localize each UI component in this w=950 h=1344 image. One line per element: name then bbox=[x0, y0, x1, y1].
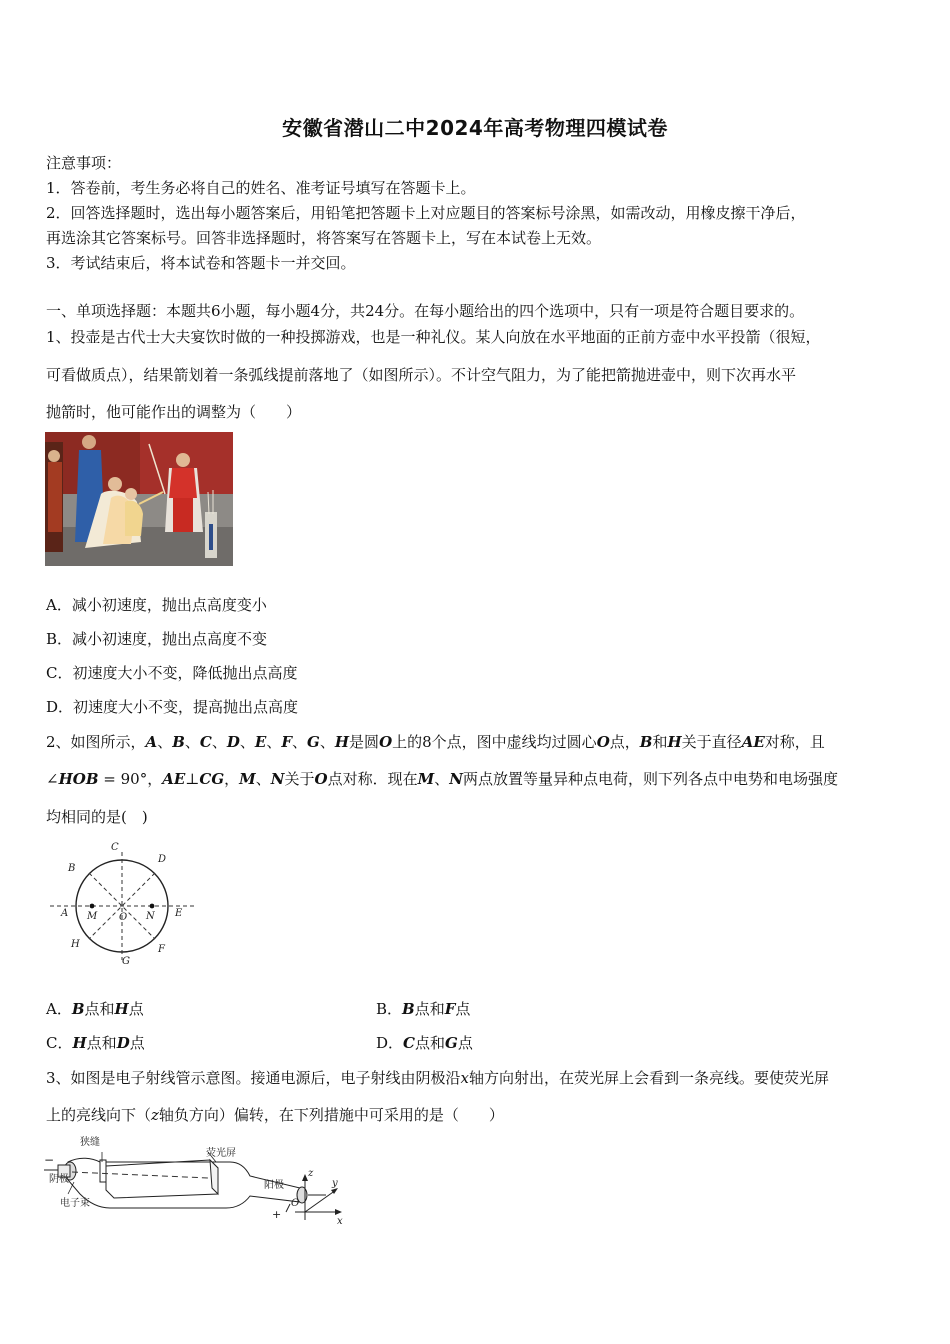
label-slit: 狭缝 bbox=[80, 1137, 100, 1148]
label-f: F bbox=[158, 944, 165, 955]
q2-option-d bbox=[376, 1032, 473, 1053]
opt-point: H bbox=[72, 1034, 87, 1052]
label-c: C bbox=[111, 842, 119, 853]
opt-text: 点和 bbox=[414, 1034, 445, 1052]
label-anode: 阳极 bbox=[264, 1180, 284, 1191]
label-n: N bbox=[146, 911, 155, 922]
q2-l1-text: 点， bbox=[609, 733, 640, 751]
sep: 、 bbox=[157, 733, 173, 751]
q2-l2-text: 两点放置等量异种点电荷，则下列各点中电势和电场强度 bbox=[462, 770, 838, 788]
point-a: A bbox=[145, 733, 158, 751]
point-n: N bbox=[270, 770, 285, 788]
q2-line-3: 均相同的是( ) bbox=[46, 808, 148, 826]
angle-symbol: ∠ bbox=[46, 770, 59, 788]
point-c: C bbox=[199, 733, 212, 751]
label-axis-z: z bbox=[308, 1168, 314, 1179]
q3-line-2 bbox=[46, 1104, 504, 1125]
q3-l2-text: 轴负方向）偏转，在下列措施中可采用的是（ ） bbox=[158, 1106, 504, 1124]
touhu-scene-illustration bbox=[45, 432, 233, 566]
label-d: D bbox=[158, 854, 167, 865]
label-plus: + bbox=[272, 1208, 282, 1221]
q3-l1-text: 轴方向射出，在荧光屏上会看到一条亮线。要使荧光屏 bbox=[469, 1069, 830, 1087]
opt-point: G bbox=[445, 1034, 458, 1052]
q1-line-3: 抛箭时，他可能作出的调整为（ ） bbox=[46, 403, 302, 421]
opt-letter: B． bbox=[376, 1000, 403, 1018]
label-g: G bbox=[122, 956, 130, 967]
notice-item-2: 2．回答选择题时，选出每小题答案后，用铅笔把答题卡上对应题目的答案标号涂黑，如需改动，用橡皮擦干净后， bbox=[46, 204, 806, 222]
page-title: 安徽省潜山二中2024年高考物理四模试卷 bbox=[282, 116, 668, 140]
q2-l1-text: 对称，且 bbox=[764, 733, 825, 751]
q3-l1-text: 3、如图是电子射线管示意图。接通电源后，电子射线由阴极沿 bbox=[46, 1069, 461, 1087]
axis-x: x bbox=[460, 1069, 470, 1087]
opt-letter: C． bbox=[46, 1034, 73, 1052]
opt-point: D bbox=[116, 1034, 130, 1052]
point-b: B bbox=[172, 733, 185, 751]
label-screen: 荧光屏 bbox=[206, 1148, 236, 1159]
label-m: M bbox=[87, 911, 98, 922]
opt-text: 点 bbox=[128, 1000, 144, 1018]
q2-line-2 bbox=[46, 768, 838, 789]
label-a: A bbox=[61, 908, 69, 919]
sep: 、 bbox=[266, 733, 282, 751]
opt-letter: D． bbox=[376, 1034, 404, 1052]
opt-point: B bbox=[71, 1000, 85, 1018]
q2-l2-text: 关于 bbox=[284, 770, 315, 788]
label-beam: 电子束 bbox=[60, 1198, 90, 1209]
opt-point: H bbox=[114, 1000, 129, 1018]
point-m: M bbox=[239, 770, 256, 788]
sep: 、 bbox=[434, 770, 450, 788]
q2-l1-text: 关于直径 bbox=[681, 733, 742, 751]
label-b: B bbox=[68, 863, 76, 874]
point-n: N bbox=[449, 770, 463, 788]
label-minus: − bbox=[44, 1153, 55, 1167]
notice-item-2-cont: 再选涂其它答案标号。回答非选择题时，将答案写在答题卡上，写在本试卷上无效。 bbox=[46, 229, 602, 247]
sep: 、 bbox=[239, 733, 255, 751]
point-o: O bbox=[314, 770, 328, 788]
diameter-ae: AE bbox=[741, 733, 765, 751]
opt-letter: A． bbox=[46, 1000, 72, 1018]
sep: 、 bbox=[255, 770, 271, 788]
circle-diagram bbox=[46, 838, 206, 968]
label-e: E bbox=[175, 908, 183, 919]
q1-line-1: 1、投壶是古代士大夫宴饮时做的一种投掷游戏，也是一种礼仪。某人向放在水平地面的正前方壶中水平投箭（很短， bbox=[46, 328, 821, 346]
opt-text: 点 bbox=[455, 1000, 471, 1018]
section-heading: 一、单项选择题：本题共6小题，每小题4分，共24分。在每小题给出的四个选项中，只有一项是符合题目要求的。 bbox=[46, 302, 805, 320]
q2-l1-text: 2、如图所示， bbox=[46, 733, 146, 751]
notice-item-1: 1．答卷前，考生务必将自己的姓名、准考证号填写在答题卡上。 bbox=[46, 179, 476, 197]
label-axis-x: x bbox=[337, 1216, 343, 1227]
point-h: H bbox=[667, 733, 682, 751]
q3-line-1 bbox=[46, 1067, 829, 1088]
q2-l1-text: 上的8个点，图中虚线均过圆心 bbox=[392, 733, 597, 751]
q2-l2-text: = 90°， bbox=[98, 770, 163, 788]
point-o: O bbox=[379, 733, 393, 751]
notice-item-3: 3．考试结束后，将本试卷和答题卡一并交回。 bbox=[46, 254, 356, 272]
opt-point: B bbox=[402, 1000, 415, 1018]
q1-option-b: B．减小初速度，抛出点高度不变 bbox=[46, 630, 268, 648]
line-cg: CG bbox=[199, 770, 225, 788]
q2-option-c bbox=[46, 1032, 145, 1053]
point-e: E bbox=[254, 733, 267, 751]
q2-option-a bbox=[46, 998, 144, 1019]
sep: ， bbox=[224, 770, 240, 788]
q1-line-2: 可看做质点），结果箭划着一条弧线提前落地了（如图所示）。不计空气阻力，为了能把箭抛进壶中，则下次再水平 bbox=[46, 366, 797, 384]
sep: 、 bbox=[319, 733, 335, 751]
sep: 、 bbox=[211, 733, 227, 751]
label-cathode: 阴极 bbox=[49, 1174, 69, 1185]
q2-l1-text: 是圆 bbox=[349, 733, 380, 751]
opt-text: 点 bbox=[457, 1034, 473, 1052]
q3-l2-text: 上的亮线向下（ bbox=[46, 1106, 152, 1124]
sep: 、 bbox=[292, 733, 308, 751]
touhu-photo bbox=[45, 432, 233, 566]
label-origin: O bbox=[291, 1198, 300, 1209]
opt-point: F bbox=[444, 1000, 456, 1018]
label-o: O bbox=[119, 912, 128, 923]
line-ae: AE bbox=[162, 770, 186, 788]
point-f: F bbox=[281, 733, 293, 751]
point-h: H bbox=[334, 733, 350, 751]
perp-symbol: ⊥ bbox=[185, 770, 200, 788]
sep: 、 bbox=[184, 733, 200, 751]
label-axis-y: y bbox=[332, 1178, 338, 1189]
point-o: O bbox=[596, 733, 610, 751]
electron-tube-diagram bbox=[40, 1132, 360, 1227]
opt-text: 点 bbox=[129, 1034, 145, 1052]
opt-text: 点和 bbox=[414, 1000, 445, 1018]
q2-option-b bbox=[376, 998, 470, 1019]
q1-option-d: D．初速度大小不变，提高抛出点高度 bbox=[46, 698, 299, 716]
opt-point: C bbox=[403, 1034, 415, 1052]
opt-text: 点和 bbox=[84, 1000, 115, 1018]
axis-z: z bbox=[151, 1106, 159, 1124]
point-d: D bbox=[226, 733, 240, 751]
point-b: B bbox=[639, 733, 653, 751]
point-g: G bbox=[307, 733, 320, 751]
q1-option-c: C．初速度大小不变，降低抛出点高度 bbox=[46, 664, 298, 682]
point-m: M bbox=[417, 770, 435, 788]
angle-hob: HOB bbox=[58, 770, 99, 788]
q2-l1-text: 和 bbox=[652, 733, 668, 751]
notice-heading: 注意事项： bbox=[46, 154, 122, 172]
q2-l2-text: 点对称．现在 bbox=[327, 770, 418, 788]
q2-line-1 bbox=[46, 731, 825, 752]
opt-text: 点和 bbox=[86, 1034, 117, 1052]
q1-option-a: A．减小初速度，抛出点高度变小 bbox=[46, 596, 267, 614]
label-h: H bbox=[71, 939, 80, 950]
